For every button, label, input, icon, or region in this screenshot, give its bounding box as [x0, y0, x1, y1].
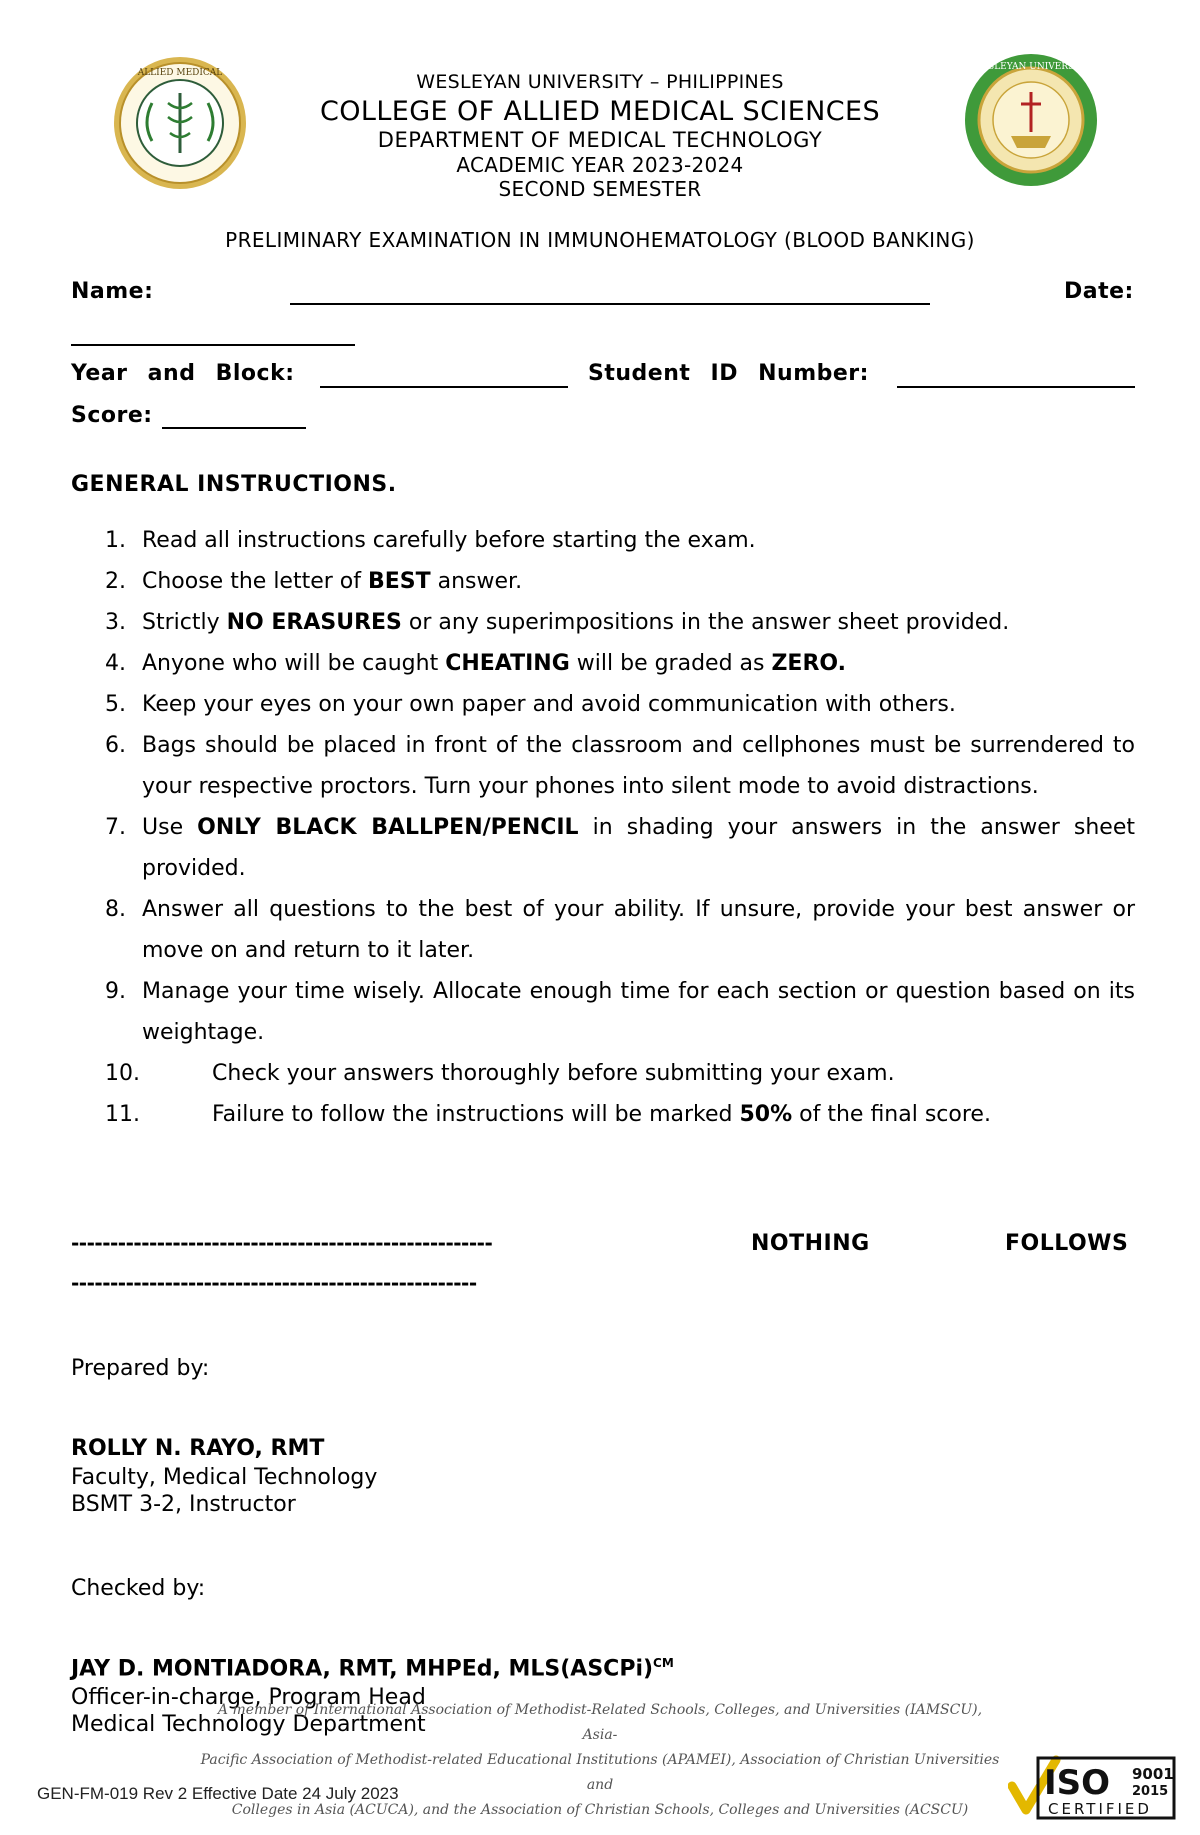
instruction-emphasis: CHEATING — [445, 651, 570, 676]
nothing-follows-word-1: NOTHING — [751, 1231, 870, 1256]
checker-title-1: Officer-in-charge, Program Head — [71, 1685, 426, 1710]
iso-standard: 9001 — [1132, 1765, 1174, 1783]
instruction-item — [105, 684, 1135, 725]
year-block-label: Year and Block: — [71, 361, 295, 386]
checked-by-label: Checked by: — [71, 1576, 206, 1601]
nothing-follows-dashes: ------------------------------------------------------ — [71, 1231, 493, 1255]
date-field-line[interactable] — [71, 344, 355, 346]
instruction-item — [105, 807, 1135, 889]
instruction-number: 5. — [105, 692, 126, 717]
iso-mark: ISO — [1044, 1763, 1111, 1803]
instruction-item — [105, 561, 1135, 602]
academic-year: ACADEMIC YEAR 2023-2024 — [456, 153, 744, 177]
instruction-number: 3. — [105, 610, 126, 635]
instruction-text: in shading your answers in the answer sheet provided. — [142, 815, 1136, 881]
instruction-text: of the final score. — [792, 1102, 991, 1127]
instruction-emphasis: NO ERASURES — [226, 610, 402, 635]
instruction-emphasis: ONLY BLACK BALLPEN/PENCIL — [197, 815, 579, 840]
preparer-title-1: Faculty, Medical Technology — [71, 1465, 378, 1490]
instruction-number: 2. — [105, 569, 126, 594]
name-field-line[interactable] — [290, 303, 930, 305]
instruction-text: Strictly — [142, 610, 227, 635]
instruction-number: 11. — [105, 1102, 140, 1127]
instruction-item — [105, 971, 1135, 1053]
preparer-name: ROLLY N. RAYO, RMT — [71, 1436, 325, 1461]
instruction-item — [105, 520, 1135, 561]
form-code: GEN-FM-019 Rev 2 Effective Date 24 July 2023 — [37, 1784, 399, 1803]
student-id-label: Student ID Number: — [588, 361, 869, 386]
instruction-text: will be graded as — [569, 651, 772, 676]
nothing-follows-word-2: FOLLOWS — [1005, 1231, 1129, 1256]
instruction-text: Failure to follow the instructions will be marked — [212, 1102, 740, 1127]
instruction-text: Bags should be placed in front of the classroom and cellphones must be surrendered to your respective proctors. Turn your phones into silent mode to avoid distractions. — [142, 733, 1135, 799]
instructions-list — [105, 520, 1135, 1135]
instruction-item — [105, 725, 1135, 807]
instruction-number: 6. — [105, 733, 126, 758]
instruction-number: 7. — [105, 815, 126, 840]
instruction-text: Answer all questions to the best of your ability. If unsure, provide your best answer or move on and return to it later. — [142, 897, 1135, 963]
instruction-number: 8. — [105, 897, 126, 922]
instruction-number: 10. — [105, 1061, 140, 1086]
footnote-line-3: Colleges in Asia (ACUCA), and the Association of Christian Schools, Colleges and Universities (ACSCU) — [231, 1802, 969, 1818]
instruction-item — [105, 602, 1135, 643]
university-name: WESLEYAN UNIVERSITY – PHILIPPINES — [416, 71, 784, 93]
nothing-follows-dashes-2: ---------------------------------------------------- — [71, 1271, 477, 1295]
department-name: DEPARTMENT OF MEDICAL TECHNOLOGY — [377, 128, 823, 152]
instruction-text: or any superimpositions in the answer sheet provided. — [401, 610, 1010, 635]
instruction-text: Anyone who will be caught — [142, 651, 446, 676]
iso-certified-label: CERTIFIED — [1048, 1800, 1152, 1818]
instruction-item — [105, 889, 1135, 971]
instruction-text: Manage your time wisely. Allocate enough time for each section or question based on its weightage. — [142, 979, 1135, 1045]
instructions-heading: GENERAL INSTRUCTIONS. — [71, 472, 397, 497]
instruction-text: answer. — [430, 569, 523, 594]
instruction-text: Choose the letter of — [142, 569, 368, 594]
instruction-text: Read all instructions carefully before starting the exam. — [142, 528, 756, 553]
exam-title: PRELIMINARY EXAMINATION IN IMMUNOHEMATOLOGY (BLOOD BANKING) — [225, 228, 975, 252]
score-field-line[interactable] — [162, 427, 306, 429]
instruction-item — [105, 1094, 1135, 1135]
year-block-field-line[interactable] — [320, 386, 568, 388]
semester: SECOND SEMESTER — [498, 177, 702, 201]
instruction-text: Keep your eyes on your own paper and avoid communication with others. — [142, 692, 956, 717]
checker-name-superscript: CM — [653, 1656, 674, 1670]
instruction-emphasis: 50% — [739, 1102, 793, 1127]
name-label: Name: — [71, 279, 154, 304]
membership-footnote — [200, 1698, 1000, 1823]
prepared-by-label: Prepared by: — [71, 1356, 210, 1381]
student-id-field-line[interactable] — [897, 386, 1135, 388]
checker-name: JAY D. MONTIADORA, RMT, MHPEd, MLS(ASCPi)$^{CM}$ — [71, 1656, 674, 1682]
instruction-emphasis: ZERO. — [771, 651, 846, 676]
instruction-number: 4. — [105, 651, 126, 676]
instruction-item — [105, 1053, 1135, 1094]
college-name: COLLEGE OF ALLIED MEDICAL SCIENCES — [319, 96, 881, 127]
score-label: Score: — [71, 403, 153, 428]
footnote-line-2: Pacific Association of Methodist-related Educational Institutions (APAMEI), Association of Christian Universities and — [200, 1752, 1000, 1793]
iso-certified-badge — [1008, 1752, 1178, 1822]
instruction-emphasis: BEST — [367, 569, 431, 594]
instruction-number: 1. — [105, 528, 126, 553]
iso-year: 2015 — [1132, 1784, 1169, 1799]
instruction-item — [105, 643, 1135, 684]
instruction-text: Check your answers thoroughly before submitting your exam. — [212, 1061, 895, 1086]
svg-text:ALLIED MEDICAL: ALLIED MEDICAL — [137, 68, 223, 78]
footnote-line-1: A member of International Association of Methodist-Related Schools, Colleges, and Universities (IAMSCU), Asia- — [217, 1702, 983, 1743]
instruction-number: 9. — [105, 979, 126, 1004]
checker-title-2: Medical Technology Department — [71, 1712, 426, 1737]
preparer-title-2: BSMT 3-2, Instructor — [71, 1492, 296, 1517]
instruction-text: Use — [142, 815, 198, 840]
date-label: Date: — [1064, 279, 1134, 304]
svg-text:WESLEYAN UNIVERSITY: WESLEYAN UNIVERSITY — [972, 62, 1090, 72]
